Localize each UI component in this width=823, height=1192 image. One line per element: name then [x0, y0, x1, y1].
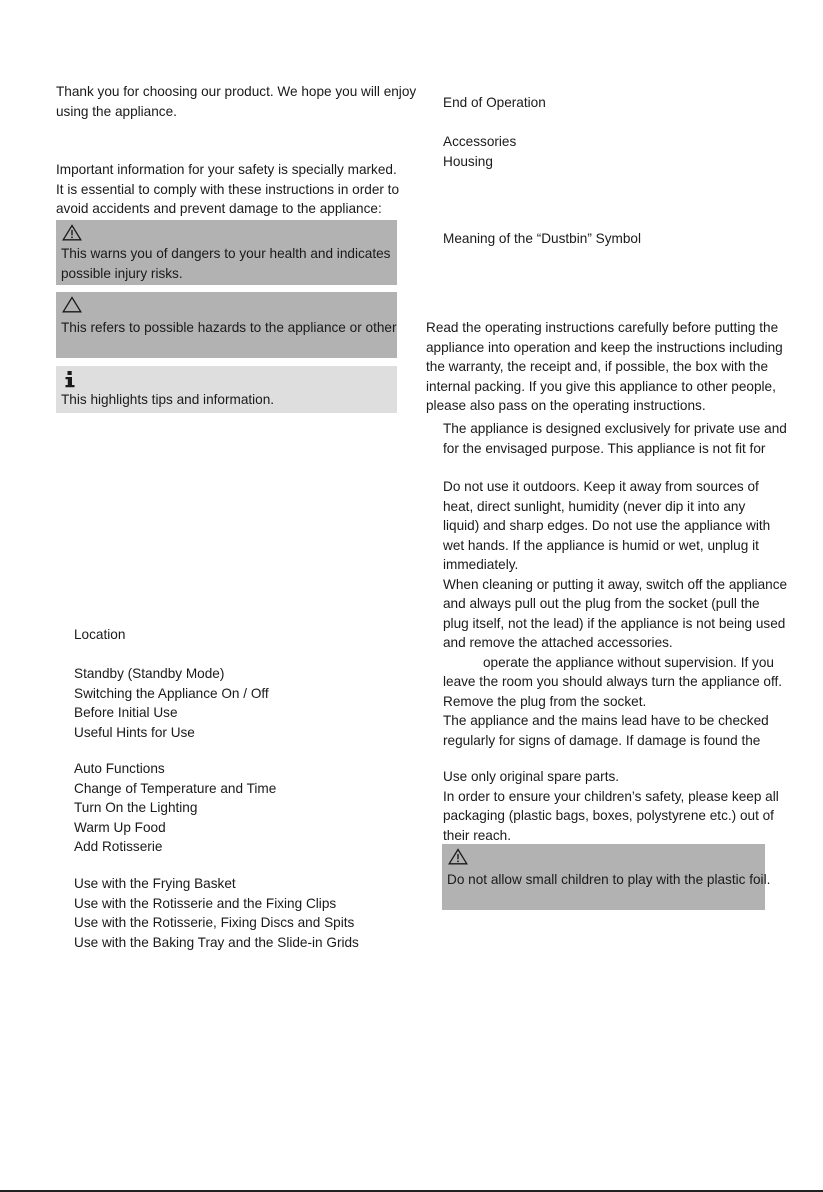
paragraph-line: operate the appliance without supervision. If you: [483, 654, 774, 670]
toc-entry: Switching the Appliance On / Off: [74, 685, 269, 701]
safety-intro-paragraph: [56, 160, 399, 219]
intro-paragraph: [56, 82, 416, 121]
warning-triangle-icon: [442, 844, 765, 870]
info-box: [56, 366, 397, 413]
intro-line: using the appliance.: [56, 103, 177, 119]
safety-intro-line: It is essential to comply with these instructions in order to: [56, 181, 400, 197]
toc-entry: Accessories: [443, 134, 517, 149]
paragraph-line: liquid) and sharp edges. Do not use the appliance with: [443, 518, 771, 533]
safety-bullets-1: [443, 419, 787, 458]
toc-entry: End of Operation: [443, 95, 546, 110]
toc-entry: Location: [74, 627, 126, 642]
paragraph-line: Do not use it outdoors. Keep it away from sources of: [443, 479, 759, 494]
toc-entry: Use with the Rotisserie and the Fixing Clips: [74, 895, 337, 911]
safety-intro-line: avoid accidents and prevent damage to the appliance:: [56, 201, 382, 216]
paragraph-line: internal packing. If you give this appliance to other people,: [426, 378, 776, 394]
caution-line: This refers to possible hazards to the appliance or other: [61, 320, 397, 335]
caution-triangle-icon: [56, 292, 397, 318]
paragraph-line: please also pass on the operating instructions.: [426, 398, 706, 413]
child-warning-line: Do not allow small children to play with the plastic foil.: [447, 872, 771, 887]
paragraph-line: When cleaning or putting it away, switch off the appliance: [443, 576, 788, 592]
read-instructions-paragraph: [426, 318, 783, 416]
warning-line: This warns you of dangers to your health and indicates: [61, 246, 391, 261]
paragraph-line: for the envisaged purpose. This appliance is not fit for: [443, 440, 766, 456]
paragraph-line: heat, direct sunlight, humidity (never dip it into any: [443, 498, 746, 514]
toc-entry: Change of Temperature and Time: [74, 780, 277, 796]
paragraph-line: immediately.: [443, 557, 519, 572]
toc-entry: Add Rotisserie: [74, 839, 163, 854]
toc-entry: Standby (Standby Mode): [74, 666, 225, 681]
toc-group-a: [443, 93, 546, 113]
intro-line: Thank you for choosing our product. We hope you will enjoy: [56, 84, 417, 99]
safety-bullets-2: [443, 477, 787, 750]
paragraph-line: appliance into operation and keep the instructions including: [426, 339, 783, 355]
paragraph-line: Remove the plug from the socket.: [443, 693, 647, 709]
child-warning-box: [442, 844, 771, 910]
toc-entry: Meaning of the “Dustbin” Symbol: [443, 231, 641, 246]
paragraph-line: and remove the attached accessories.: [443, 635, 673, 650]
warning-line: possible injury risks.: [61, 265, 183, 281]
paragraph-line: the warranty, the receipt and, if possible, the box with the: [426, 359, 769, 374]
toc-group-4: [74, 874, 359, 952]
paragraph-line: plug itself, not the lead) if the appliance is not being used: [443, 615, 786, 631]
toc-entry: Use with the Rotisserie, Fixing Discs and Spits: [74, 915, 355, 930]
paragraph-line: packaging (plastic bags, boxes, polystyrene etc.) out of: [443, 808, 774, 823]
toc-group-b: [443, 132, 516, 171]
paragraph-line: regularly for signs of damage. If damage is found the: [443, 732, 761, 748]
toc-entry: Before Initial Use: [74, 705, 178, 720]
toc-entry: Turn On the Lighting: [74, 800, 198, 815]
paragraph-line: wet hands. If the appliance is humid or wet, unplug it: [443, 537, 759, 553]
paragraph-line: The appliance and the mains lead have to be checked: [443, 713, 769, 728]
toc-entry: Housing: [443, 153, 493, 169]
toc-entry: Use with the Frying Basket: [74, 876, 236, 891]
safety-intro-line: Important information for your safety is specially marked.: [56, 162, 397, 177]
paragraph-line: Use only original spare parts.: [443, 769, 620, 784]
toc-entry: Warm Up Food: [74, 819, 166, 835]
paragraph-line: and always pull out the plug from the socket (pull the: [443, 596, 760, 611]
info-icon: [56, 366, 397, 392]
warning-box: [56, 220, 397, 285]
warning-triangle-icon: [56, 220, 397, 246]
toc-group-2: [74, 664, 269, 742]
caution-text: [56, 318, 397, 338]
paragraph-line: In order to ensure your children’s safety, please keep all: [443, 788, 779, 804]
info-text: [56, 390, 397, 410]
toc-entry: Use with the Baking Tray and the Slide-in Grids: [74, 934, 359, 950]
safety-bullets-3: [443, 767, 779, 845]
info-line: This highlights tips and information.: [61, 392, 275, 407]
paragraph-line: leave the room you should always turn the appliance off.: [443, 674, 783, 689]
caution-box: [56, 292, 397, 358]
toc-entry: Useful Hints for Use: [74, 724, 195, 740]
paragraph-line: their reach.: [443, 827, 512, 843]
toc-group-3: [74, 759, 276, 857]
paragraph-line: The appliance is designed exclusively for private use and: [443, 421, 787, 436]
child-warning-text: [442, 870, 771, 890]
toc-entry: Auto Functions: [74, 761, 165, 776]
warning-text: [56, 244, 397, 283]
toc-group-1: [74, 625, 125, 645]
toc-group-c: [443, 229, 641, 249]
paragraph-line: Read the operating instructions carefully before putting the: [426, 320, 779, 335]
